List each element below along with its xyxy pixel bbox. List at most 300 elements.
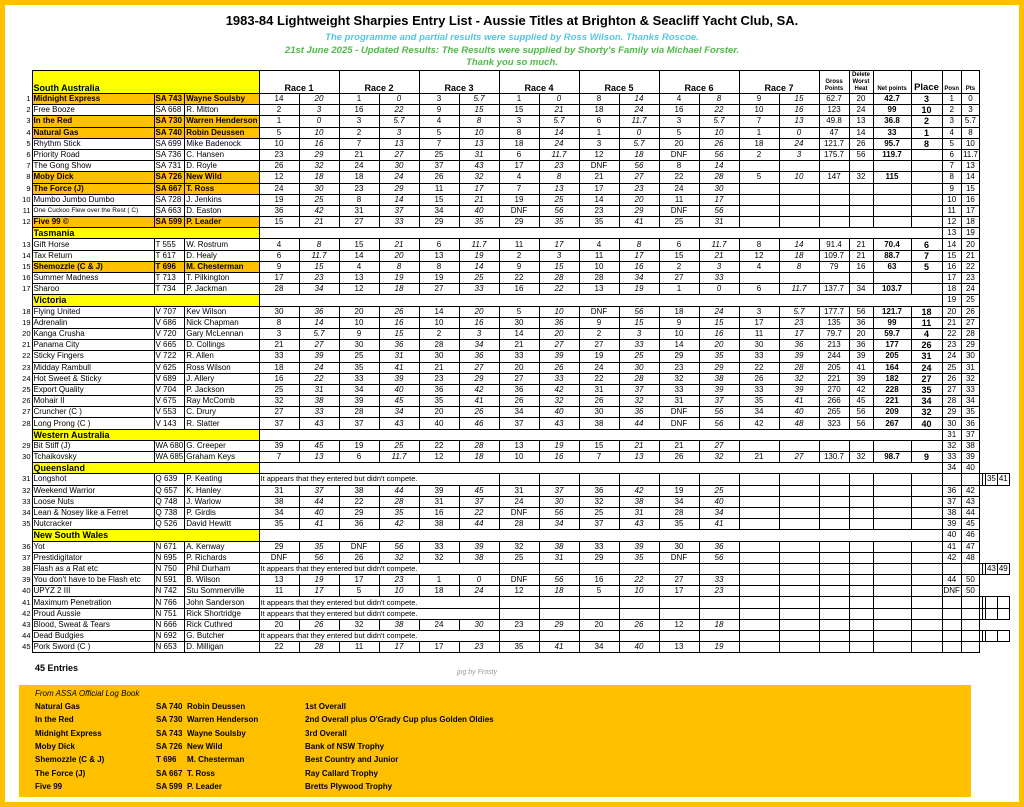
net-points: 205 xyxy=(873,351,911,362)
race-points: 39 xyxy=(619,541,659,552)
race-points: 23 xyxy=(619,183,659,194)
posn-cell: 43 xyxy=(986,563,996,573)
race-place: 16 xyxy=(259,373,299,384)
race-points xyxy=(779,575,819,586)
race-points xyxy=(779,586,819,597)
race-place: 13 xyxy=(419,250,459,261)
posn-cell: 2 xyxy=(942,105,961,116)
race-place: 1 xyxy=(419,575,459,586)
table-row xyxy=(19,328,1009,339)
empty-cell xyxy=(819,563,849,574)
pts-cell: 31 xyxy=(961,362,979,373)
race-place: 42 xyxy=(739,418,779,429)
race-place: 32 xyxy=(499,541,539,552)
sail-number: T 713 xyxy=(154,273,185,284)
pts-cell: 37 xyxy=(961,429,979,440)
delete-worst-heat: 56 xyxy=(849,149,873,160)
race-place: 7 xyxy=(499,183,539,194)
race-place: DNF xyxy=(499,575,539,586)
race-points: 41 xyxy=(539,642,579,653)
table-row xyxy=(19,127,1009,138)
row-number: 31 xyxy=(22,474,31,484)
race-points: 56 xyxy=(699,418,739,429)
race-points: 11.7 xyxy=(699,239,739,250)
place: 8 xyxy=(911,138,942,149)
net-points: 121.7 xyxy=(873,306,911,317)
row-number: 32 xyxy=(22,485,31,495)
race-points: 56 xyxy=(539,205,579,216)
boat-name: Tchaikovsky xyxy=(32,452,154,463)
subtitle-credit: The programme and partial results were supplied by Ross Wilson. Thanks Roscoe. xyxy=(325,32,699,43)
delete-worst-heat xyxy=(849,273,873,284)
delete-worst-heat: 42 xyxy=(849,384,873,395)
race-place: 4 xyxy=(579,239,619,250)
boat-name: Loose Nuts xyxy=(32,496,154,507)
award-boat: Moby Dick xyxy=(35,741,76,751)
race-place: 20 xyxy=(499,362,539,373)
section-queensland: Queensland xyxy=(32,463,259,474)
boat-name: Gift Horse xyxy=(32,239,154,250)
delete-worst-heat: 14 xyxy=(849,127,873,138)
race-points: 26 xyxy=(619,619,659,630)
sail-number: N 695 xyxy=(154,552,185,563)
race-place: 33 xyxy=(579,541,619,552)
race-points: 38 xyxy=(299,396,339,407)
race-points: 31 xyxy=(539,552,579,563)
race-points: 27 xyxy=(619,172,659,183)
race-place: 30 xyxy=(419,351,459,362)
race-points: 21 xyxy=(299,217,339,228)
empty-cell xyxy=(539,563,579,574)
race-points: 23 xyxy=(459,642,499,653)
posn-cell: 29 xyxy=(942,407,961,418)
award-title: Ray Callard Trophy xyxy=(305,768,378,778)
pts-cell: 50 xyxy=(961,586,979,597)
race-points: 21 xyxy=(379,239,419,250)
empty-cell xyxy=(659,597,699,608)
race-place: 4 xyxy=(419,116,459,127)
place xyxy=(911,205,942,216)
race-place: 7 xyxy=(339,138,379,149)
pts-cell: 38 xyxy=(961,440,979,451)
place xyxy=(911,194,942,205)
race-place: 29 xyxy=(579,552,619,563)
row-number: 19 xyxy=(22,317,31,327)
gross-points xyxy=(819,217,849,228)
race-points: 56 xyxy=(699,552,739,563)
sail-number: T 696 xyxy=(154,261,185,272)
race-place: 8 xyxy=(419,261,459,272)
boat-name: Flash as a Rat etc xyxy=(32,563,154,574)
award-boat: In the Red xyxy=(35,715,74,725)
no-compete-note: It appears that they entered but didn't compete. xyxy=(259,563,499,574)
place xyxy=(911,552,942,563)
race-place: 25 xyxy=(659,217,699,228)
row-number: 43 xyxy=(22,619,31,629)
race-points: 56 xyxy=(699,205,739,216)
race-place: 6 xyxy=(739,284,779,295)
race-points: 8 xyxy=(699,94,739,105)
page-title: 1983-84 Lightweight Sharpies Entry List - Aussie Titles at Brighton & Seacliff Yacht Club, SA. xyxy=(225,13,799,28)
race-place: 17 xyxy=(419,642,459,653)
race-points: 28 xyxy=(779,362,819,373)
row-number: 8 xyxy=(26,172,31,182)
race-points: 3 xyxy=(539,250,579,261)
race-place: 16 xyxy=(419,507,459,518)
race-points: 26 xyxy=(699,138,739,149)
net-points: 70.4 xyxy=(873,239,911,250)
race-points: 38 xyxy=(379,619,419,630)
race-points: 43 xyxy=(299,418,339,429)
pts-cell: 39 xyxy=(961,452,979,463)
race-points: 37 xyxy=(619,384,659,395)
empty-cell xyxy=(739,608,779,619)
race-points: 16 xyxy=(379,317,419,328)
row-number: 30 xyxy=(22,452,31,462)
race-points: 17 xyxy=(299,586,339,597)
race-points: 37 xyxy=(699,396,739,407)
pts-cell: 14 xyxy=(961,172,979,183)
race-points: 30 xyxy=(379,161,419,172)
gross-points: 121.7 xyxy=(819,138,849,149)
race-points: 35 xyxy=(299,541,339,552)
pts-cell: 30 xyxy=(961,351,979,362)
delete-worst-heat: 20 xyxy=(849,94,873,105)
race-place: 34 xyxy=(579,642,619,653)
boat-name: Adrenalin xyxy=(32,317,154,328)
race-points: 43 xyxy=(379,418,419,429)
gross-points: 130.7 xyxy=(819,452,849,463)
award-boat: Five 99 xyxy=(35,781,63,791)
race-points: 42 xyxy=(619,485,659,496)
empty-cell xyxy=(911,631,942,642)
empty-cell xyxy=(659,631,699,642)
row-number xyxy=(19,429,32,440)
sail-number: SA 726 xyxy=(154,172,185,183)
table-row xyxy=(19,396,1009,407)
net-points: 228 xyxy=(873,384,911,395)
boat-name: Panama City xyxy=(32,340,154,351)
boat-name: Lean & Nosey like a Ferret xyxy=(32,507,154,518)
race-points: 39 xyxy=(459,541,499,552)
race-place: 28 xyxy=(259,284,299,295)
gross-points: 91.4 xyxy=(819,239,849,250)
race-points: 11.7 xyxy=(379,452,419,463)
boat-name: Cruncher (C ) xyxy=(32,407,154,418)
boat-name: Proud Aussie xyxy=(32,608,154,619)
table-row xyxy=(19,597,1009,608)
empty-cell xyxy=(579,597,619,608)
race-points: 32 xyxy=(619,396,659,407)
race-points: 25 xyxy=(539,194,579,205)
empty-cell xyxy=(619,631,659,642)
empty-cell xyxy=(849,597,873,608)
gross-points: 175.7 xyxy=(819,149,849,160)
pts-cell: 11.7 xyxy=(962,150,978,160)
table-row xyxy=(19,306,1009,317)
delete-worst-heat: 21 xyxy=(849,239,873,250)
race-place: 5 xyxy=(499,306,539,317)
header-race6: Race 6 xyxy=(659,71,739,94)
race-place: 34 xyxy=(259,507,299,518)
skipper-name: Wayne Soulsby xyxy=(185,94,259,105)
place: 11 xyxy=(911,317,942,328)
race-place: DNF xyxy=(659,205,699,216)
race-points: 19 xyxy=(619,284,659,295)
posn-cell: 25 xyxy=(942,362,961,373)
table-row xyxy=(19,619,1009,630)
race-place: 20 xyxy=(259,619,299,630)
race-place: 14 xyxy=(419,306,459,317)
race-place: 11 xyxy=(579,250,619,261)
row-number: 22 xyxy=(22,351,31,361)
race-place: 27 xyxy=(579,340,619,351)
award-title: 2nd Overall plus O'Grady Cup plus Golden Oldies xyxy=(305,715,494,725)
award-sail: SA 740 xyxy=(156,702,183,711)
delete-worst-heat: 56 xyxy=(849,407,873,418)
race-place: 34 xyxy=(339,384,379,395)
net-points xyxy=(873,642,911,653)
race-points: 16 xyxy=(779,105,819,116)
net-points: 115 xyxy=(873,172,911,183)
net-points xyxy=(873,273,911,284)
place: 9 xyxy=(911,452,942,463)
race-points: 17 xyxy=(459,183,499,194)
race-points: 23 xyxy=(299,273,339,284)
race-place: 8 xyxy=(259,317,299,328)
gross-points xyxy=(819,440,849,451)
race-place: 8 xyxy=(339,194,379,205)
header-gross-points: Gross Points xyxy=(819,71,849,94)
empty-cell xyxy=(619,474,659,485)
race-points: 32 xyxy=(539,396,579,407)
posn-cell: 8 xyxy=(942,172,961,183)
race-points: 23 xyxy=(539,161,579,172)
race-place: 22 xyxy=(579,373,619,384)
net-points xyxy=(873,541,911,552)
race-points: 25 xyxy=(699,485,739,496)
skipper-name: New Wild xyxy=(185,172,259,183)
sail-number: N 766 xyxy=(154,597,185,608)
pts-cell: 36 xyxy=(961,418,979,429)
race-place: 4 xyxy=(659,94,699,105)
race-place xyxy=(739,217,779,228)
pts-cell: 5.7 xyxy=(961,116,979,127)
posn-cell: 1 xyxy=(942,94,961,105)
race-place: 23 xyxy=(499,619,539,630)
race-points xyxy=(779,619,819,630)
race-points xyxy=(779,273,819,284)
gross-points xyxy=(819,205,849,216)
race-place: 8 xyxy=(579,94,619,105)
race-place: 13 xyxy=(579,284,619,295)
row-number: 38 xyxy=(22,563,31,573)
race-points: 42 xyxy=(299,205,339,216)
race-place: 10 xyxy=(579,261,619,272)
race-points: 14 xyxy=(779,239,819,250)
net-points xyxy=(873,496,911,507)
posn-cell: 16 xyxy=(942,261,961,272)
delete-worst-heat xyxy=(849,642,873,653)
race-place: 18 xyxy=(339,172,379,183)
posn-cell: 22 xyxy=(942,328,961,339)
race-points: 48 xyxy=(779,418,819,429)
race-points: 14 xyxy=(459,261,499,272)
net-points: 36.8 xyxy=(873,116,911,127)
race-points: 56 xyxy=(699,407,739,418)
sail-number: SA 699 xyxy=(154,138,185,149)
race-place xyxy=(739,496,779,507)
race-points: 0 xyxy=(779,127,819,138)
table-row xyxy=(19,273,1009,284)
race-place: 29 xyxy=(339,507,379,518)
race-place xyxy=(739,575,779,586)
empty-cell xyxy=(779,563,819,574)
race-points: 24 xyxy=(619,105,659,116)
row-number: 1 xyxy=(26,94,31,104)
place xyxy=(911,485,942,496)
pts-cell xyxy=(997,597,1009,608)
race-points: 41 xyxy=(779,396,819,407)
race-place: 2 xyxy=(739,149,779,160)
boat-name: Pork Sword (C ) xyxy=(32,642,154,653)
pts-cell: 22 xyxy=(961,261,979,272)
boat-name: Rhythm Stick xyxy=(32,138,154,149)
empty-cell xyxy=(579,563,619,574)
race-place: 14 xyxy=(339,250,379,261)
posn-cell: 9 xyxy=(942,183,961,194)
award-title: Bank of NSW Trophy xyxy=(305,741,385,751)
race-place: 18 xyxy=(499,138,539,149)
race-place: 24 xyxy=(259,183,299,194)
race-points: 24 xyxy=(379,172,419,183)
race-points: 43 xyxy=(619,519,659,530)
race-points: 3 xyxy=(299,105,339,116)
place xyxy=(911,149,942,160)
race-points: 17 xyxy=(539,239,579,250)
pts-cell: 15 xyxy=(961,183,979,194)
header-delete-worst-heat: Delete Worst Heat xyxy=(849,71,873,94)
race-points: 25 xyxy=(619,351,659,362)
sail-number: WA 680 xyxy=(155,440,184,450)
race-points: 40 xyxy=(379,384,419,395)
posn-cell: 23 xyxy=(942,340,961,351)
race-place: 23 xyxy=(339,183,379,194)
place xyxy=(911,172,942,183)
race-place: 21 xyxy=(259,340,299,351)
race-place: 39 xyxy=(259,440,299,451)
gross-points: 244 xyxy=(819,351,849,362)
sail-number: V 707 xyxy=(154,306,185,317)
race-points: 29 xyxy=(459,373,499,384)
gross-points xyxy=(819,619,849,630)
race-points: 19 xyxy=(299,575,339,586)
posn-cell xyxy=(942,619,961,630)
race-place: 1 xyxy=(339,94,379,105)
empty-cell xyxy=(911,563,942,574)
race-points: 27 xyxy=(699,440,739,451)
race-place: 40 xyxy=(419,418,459,429)
net-points: 99 xyxy=(873,317,911,328)
row-number: 29 xyxy=(22,440,31,450)
empty-cell xyxy=(499,474,539,485)
posn-cell: 42 xyxy=(942,552,961,563)
race-points: 32 xyxy=(299,161,339,172)
award-boat: Midnight Express xyxy=(35,728,102,738)
race-points: 19 xyxy=(379,273,419,284)
gross-points: 62.7 xyxy=(819,94,849,105)
race-points: 25 xyxy=(299,194,339,205)
header-race4: Race 4 xyxy=(499,71,579,94)
table-row xyxy=(19,563,1009,574)
place: 4 xyxy=(911,328,942,339)
sail-number: SA 740 xyxy=(154,127,185,138)
race-points: 22 xyxy=(699,105,739,116)
sail-number: V 689 xyxy=(154,373,185,384)
race-place: 22 xyxy=(739,362,779,373)
delete-worst-heat xyxy=(849,205,873,216)
skipper-name: Ross Wilson xyxy=(185,362,259,373)
net-points: 99 xyxy=(873,105,911,116)
empty-cell xyxy=(911,608,942,619)
net-points xyxy=(873,552,911,563)
net-points xyxy=(873,619,911,630)
row-number: 3 xyxy=(26,116,31,126)
skipper-name: Mike Badenock xyxy=(185,138,259,149)
race-place: 16 xyxy=(579,575,619,586)
race-points xyxy=(779,161,819,172)
skipper-name: Graham Keys xyxy=(185,452,259,463)
table-row xyxy=(19,541,1009,552)
race-points: 22 xyxy=(459,507,499,518)
race-place: 31 xyxy=(499,485,539,496)
race-place: 32 xyxy=(419,552,459,563)
race-place: 35 xyxy=(339,362,379,373)
empty-cell xyxy=(911,474,942,485)
race-place: 15 xyxy=(499,105,539,116)
pts-cell: 16 xyxy=(961,194,979,205)
gross-points: 79.7 xyxy=(819,328,849,339)
sail-number: N 666 xyxy=(154,619,185,630)
race-points: 17 xyxy=(619,250,659,261)
place: 7 xyxy=(911,250,942,261)
race-points: 33 xyxy=(699,575,739,586)
race-points: 14 xyxy=(699,161,739,172)
race-points: 29 xyxy=(619,205,659,216)
posn-cell: 31 xyxy=(942,429,961,440)
race-points: 56 xyxy=(379,541,419,552)
race-place: DNF xyxy=(579,306,619,317)
race-points: 35 xyxy=(539,217,579,228)
pts-cell: 35 xyxy=(961,407,979,418)
race-points: 3 xyxy=(379,127,419,138)
race-place: 17 xyxy=(579,183,619,194)
pts-cell: 21 xyxy=(961,250,979,261)
race-place: 34 xyxy=(419,205,459,216)
race-place: 25 xyxy=(499,552,539,563)
race-points xyxy=(779,496,819,507)
race-place: 7 xyxy=(579,452,619,463)
posn-cell: 3 xyxy=(942,116,961,127)
race-place: DNF xyxy=(659,407,699,418)
skipper-name: P. Jackson xyxy=(185,384,259,395)
race-place xyxy=(739,642,779,653)
row-number: 28 xyxy=(22,418,31,428)
place: 6 xyxy=(911,239,942,250)
race-points: 5.7 xyxy=(379,116,419,127)
gross-points: 135 xyxy=(819,317,849,328)
gross-points: 109.7 xyxy=(819,250,849,261)
